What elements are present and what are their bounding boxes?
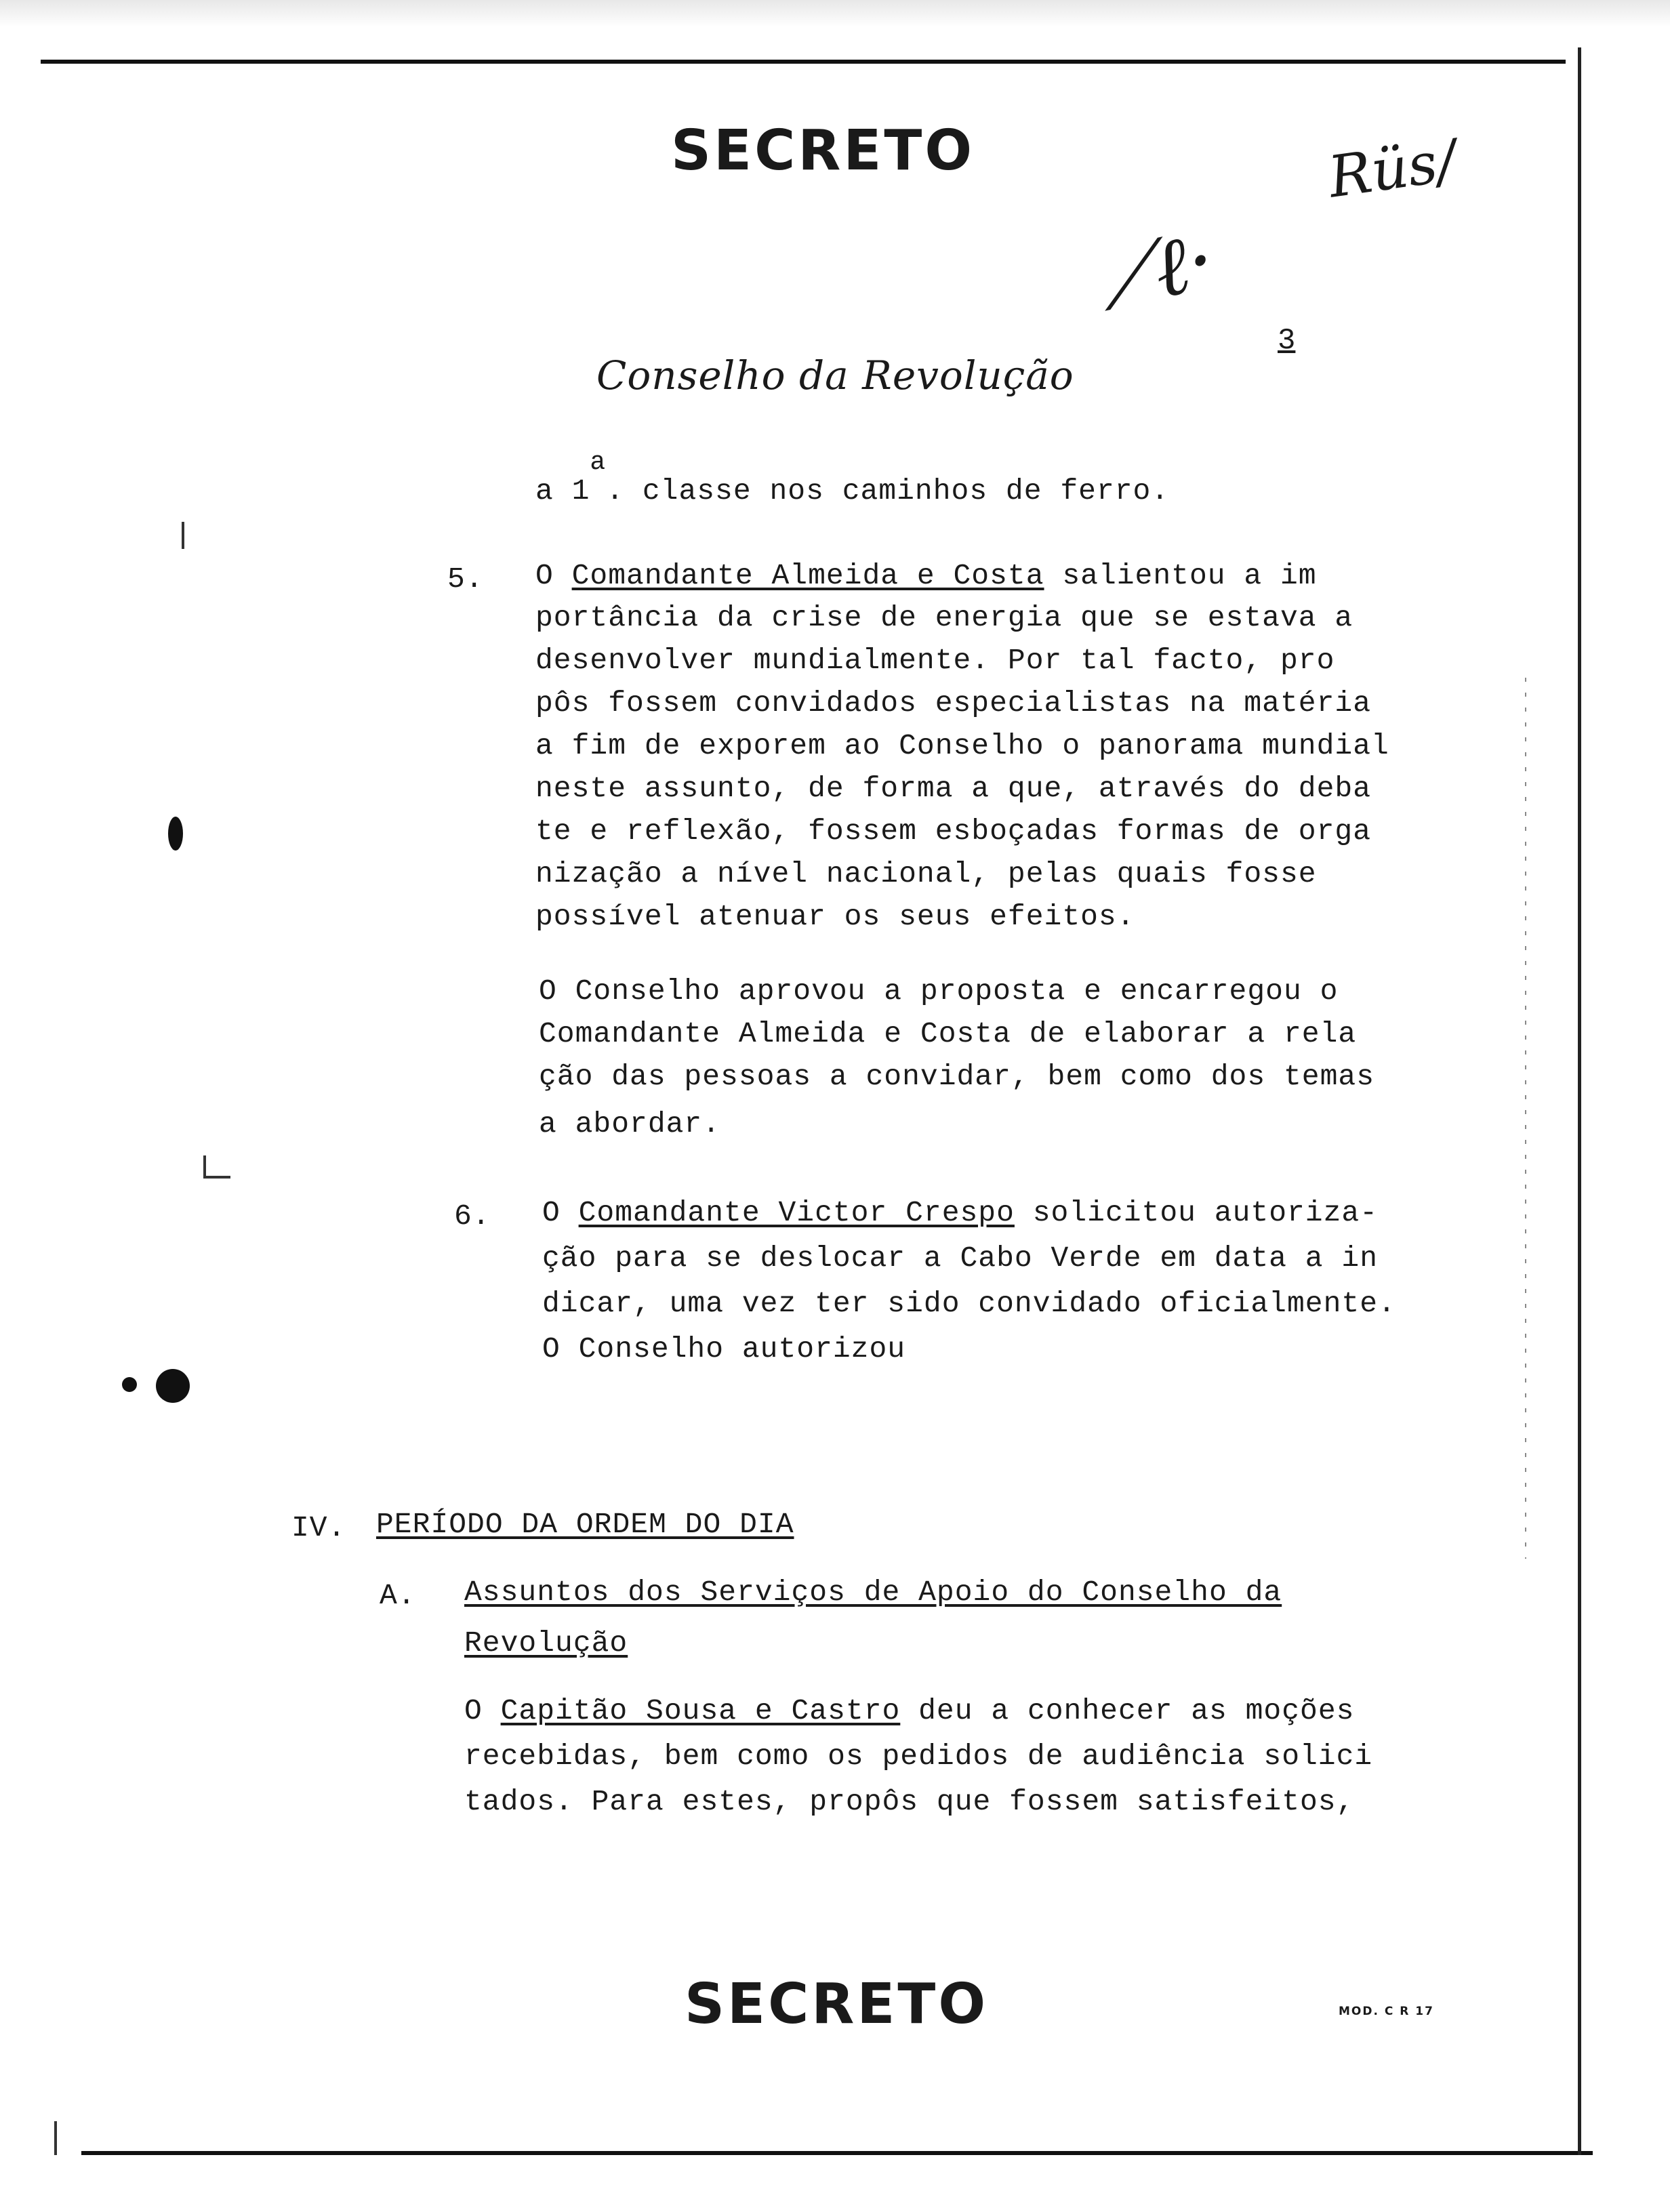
bottom-border-line — [81, 2151, 1593, 2155]
margin-mark — [182, 522, 184, 549]
item5-para2-line: Comandante Almeida e Costa de elaborar a rela — [539, 1017, 1357, 1050]
section-title: PERÍODO DA ORDEM DO DIA — [376, 1508, 794, 1541]
classification-stamp-top: SECRETO — [671, 119, 975, 183]
item6-line: ção para se deslocar a Cabo Verde em data a in — [542, 1242, 1378, 1275]
item5-line: nização a nível nacional, pelas quais fosse — [535, 857, 1317, 890]
handwritten-signature: ⟋ℓ· — [1089, 212, 1223, 329]
item5-line: desenvolver mundialmente. Por tal facto, pro — [535, 644, 1335, 677]
classification-stamp-bottom: SECRETO — [685, 1972, 989, 2036]
item6-line-0: solicitou autoriza- — [1032, 1196, 1379, 1229]
right-perforation — [1525, 678, 1526, 1559]
item6-line: dicar, uma vez ter sido convidado oficialmente. — [542, 1287, 1396, 1320]
right-border-line — [1578, 47, 1581, 2155]
item6-first-line — [542, 1196, 1378, 1229]
item5-line: te e reflexão, fossem esboçadas formas de orga — [535, 815, 1371, 848]
item5-number: 5. — [447, 562, 484, 596]
item5-line-0: salientou a im — [1062, 559, 1317, 592]
section-para-line: recebidas, bem como os pedidos de audiência solici — [464, 1740, 1373, 1773]
section-para-line-0: deu a conhecer as moções — [918, 1694, 1355, 1727]
continuation-line — [535, 448, 1170, 508]
item5-prefix: O — [535, 559, 572, 592]
item5-line: possível atenuar os seus efeitos. — [535, 900, 1135, 933]
margin-mark — [54, 2121, 57, 2155]
item5-para2-line: ção das pessoas a convidar, bem como dos temas — [539, 1060, 1374, 1093]
section-para-prefix: O — [464, 1694, 501, 1727]
subsection-letter: A. — [380, 1579, 416, 1612]
item5-name: Comandante Almeida e Costa — [571, 559, 1044, 592]
form-code: MOD. C R 17 — [1339, 2005, 1434, 2018]
item5-line: a fim de exporem ao Conselho o panorama mundial — [535, 729, 1389, 762]
section-para-line: tados. Para estes, propôs que fossem satisfeitos, — [464, 1785, 1355, 1818]
top-border-line — [41, 60, 1566, 64]
item5-para2-line: O Conselho aprovou a proposta e encarregou o — [539, 975, 1339, 1008]
ink-blot — [168, 817, 183, 851]
ordinal-superscript: a — [590, 448, 607, 477]
item6-prefix: O — [542, 1196, 579, 1229]
section-number: IV. — [291, 1511, 346, 1544]
subsection-title-cont: Revolução — [464, 1626, 628, 1660]
item5-para2-line: a abordar. — [539, 1107, 721, 1141]
continuation-text: . classe nos caminhos de ferro. — [606, 474, 1170, 508]
item6-number: 6. — [454, 1200, 491, 1233]
ink-blot — [156, 1369, 190, 1403]
handwritten-initials: Rüs/ — [1324, 127, 1461, 211]
item5-line: pôs fossem convidados especialistas na matéria — [535, 687, 1371, 720]
section-para-name: Capitão Sousa e Castro — [500, 1694, 901, 1727]
item5-first-line — [535, 559, 1317, 592]
page-number: 3 — [1278, 324, 1296, 358]
ordinal-number: a 1 — [535, 474, 590, 508]
section-para-first-line — [464, 1694, 1354, 1727]
letterhead: Conselho da Revolução — [596, 352, 1074, 398]
scan-shadow — [0, 0, 1670, 27]
ink-blot — [122, 1377, 137, 1392]
item5-line: neste assunto, de forma a que, através do deba — [535, 772, 1371, 805]
subsection-title: Assuntos dos Serviços de Apoio do Conselho da — [464, 1576, 1282, 1609]
item6-name: Comandante Victor Crespo — [578, 1196, 1015, 1229]
item5-line: portância da crise de energia que se estava a — [535, 601, 1353, 634]
item6-line: O Conselho autorizou — [542, 1332, 906, 1366]
margin-mark — [203, 1176, 230, 1179]
margin-mark — [203, 1155, 206, 1176]
